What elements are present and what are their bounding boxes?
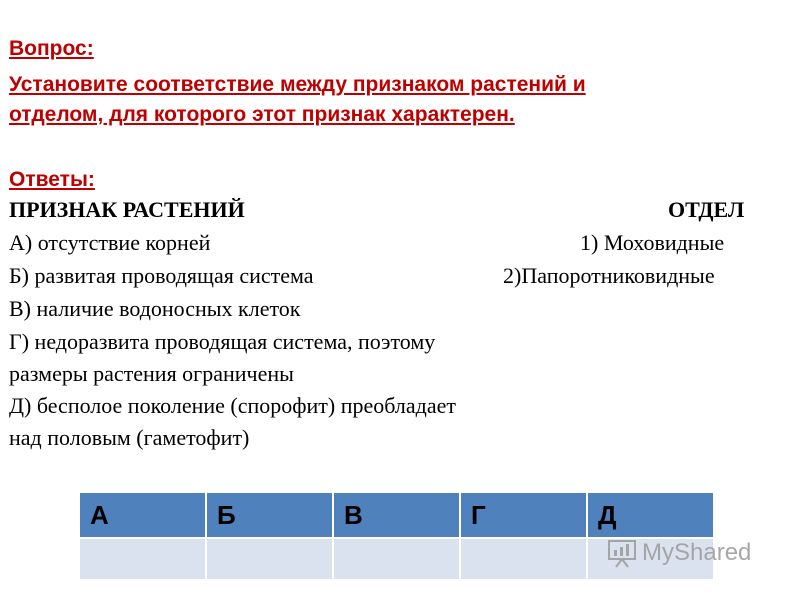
watermark-text: MyShared (642, 539, 752, 566)
feature-v: В) наличие водоносных клеток (9, 296, 301, 321)
answer-header-d: Д (587, 493, 713, 538)
answer-cell-b[interactable] (206, 538, 333, 579)
answer-cell-g[interactable] (460, 538, 587, 579)
answer-header-v: В (333, 493, 460, 538)
feature-d-line-1: Д) бесполое поколение (спорофит) преобладает (9, 393, 457, 418)
feature-g-line-2: размеры растения ограничены (9, 361, 294, 386)
question-heading: Вопрос: (9, 37, 94, 60)
question-line-1: Установите соответствие между признаком растений и (9, 73, 586, 96)
answers-heading: Ответы: (9, 168, 95, 191)
feature-g-line-1: Г) недоразвита проводящая система, поэтому (9, 329, 436, 354)
answer-header-a: А (80, 493, 206, 538)
division-column-header: ОТДЕЛ (668, 197, 745, 222)
feature-b: Б) развитая проводящая система (9, 263, 314, 288)
question-text (9, 70, 709, 130)
answer-cell-a[interactable] (80, 538, 206, 579)
feature-d-line-2: над половым (гаметофит) (9, 425, 250, 450)
watermark (606, 537, 751, 569)
division-option-1: 1) Моховидные (580, 230, 725, 255)
answer-header-g: Г (460, 493, 587, 538)
presentation-board-icon (606, 537, 638, 569)
feature-a: А) отсутствие корней (9, 230, 211, 255)
answer-header-b: Б (206, 493, 333, 538)
division-option-2: 2)Папоротниковидные (503, 263, 715, 288)
answer-cell-v[interactable] (333, 538, 460, 579)
question-line-2: отделом, для которого этот признак характерен. (9, 103, 515, 126)
feature-column-header: ПРИЗНАК РАСТЕНИЙ (9, 197, 245, 222)
answer-table-header-row (80, 493, 713, 538)
